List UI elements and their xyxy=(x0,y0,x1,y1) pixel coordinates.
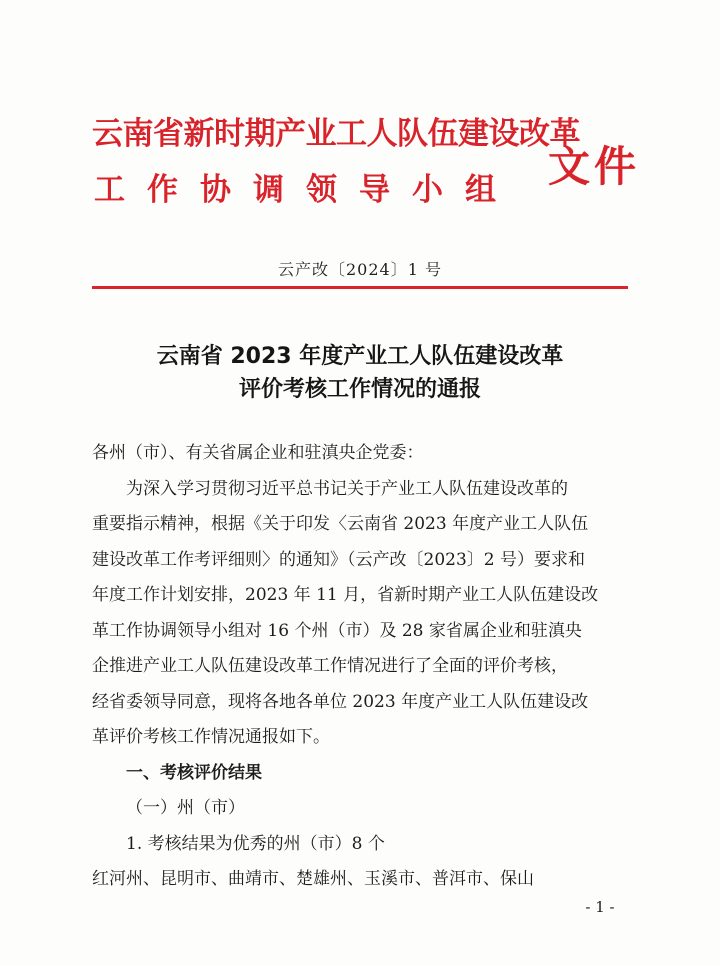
paragraph-line: 经省委领导同意，现将各地各单位 2023 年度产业工人队伍建设改 xyxy=(92,691,589,712)
section-heading: 一、考核评价结果 xyxy=(126,762,262,783)
subsection-heading: （一）州（市） xyxy=(126,798,245,818)
document-body xyxy=(92,436,632,898)
salutation: 各州（市）、有关省属企业和驻滇央企党委： xyxy=(92,443,424,463)
title-line-2: 评价考核工作情况的通报 xyxy=(238,377,481,402)
page-number: - 1 - xyxy=(585,898,615,916)
paragraph-line: 建设改革工作考评细则〉的通知》（云产改〔2023〕2 号）要求和 xyxy=(92,549,585,570)
title-line-1: 云南省 2023 年度产业工人队伍建设改革 xyxy=(156,344,564,369)
document-number: 云产改〔2024〕1 号 xyxy=(278,260,442,279)
document-title xyxy=(0,340,720,406)
masthead-line-1: 云南省新时期产业工人队伍建设改革 xyxy=(92,116,580,152)
red-divider xyxy=(92,286,628,289)
paragraph-line: 企推进产业工人队伍建设改革工作情况进行了全面的评价考核， xyxy=(92,656,568,676)
paragraph-line: 革工作协调领导小组对 16 个州（市）及 28 家省属企业和驻滇央 xyxy=(92,620,582,641)
masthead-suffix: 文件 xyxy=(548,142,641,191)
list-item-heading: 1. 考核结果为优秀的州（市）8 个 xyxy=(126,833,385,854)
list-item-content: 红河州、昆明市、曲靖市、楚雄州、玉溪市、普洱市、保山 xyxy=(92,869,534,889)
paragraph-line: 重要指示精神，根据《关于印发〈云南省 2023 年度产业工人队伍 xyxy=(92,514,589,534)
masthead xyxy=(92,108,641,218)
paragraph-line: 为深入学习贯彻习近平总书记关于产业工人队伍建设改革的 xyxy=(126,478,568,499)
masthead-line-2: 工作协调领导小组 xyxy=(94,172,518,208)
paragraph-line: 年度工作计划安排，2023 年 11 月，省新时期产业工人队伍建设改 xyxy=(92,585,599,605)
paragraph-line: 革评价考核工作情况通报如下。 xyxy=(92,727,330,747)
